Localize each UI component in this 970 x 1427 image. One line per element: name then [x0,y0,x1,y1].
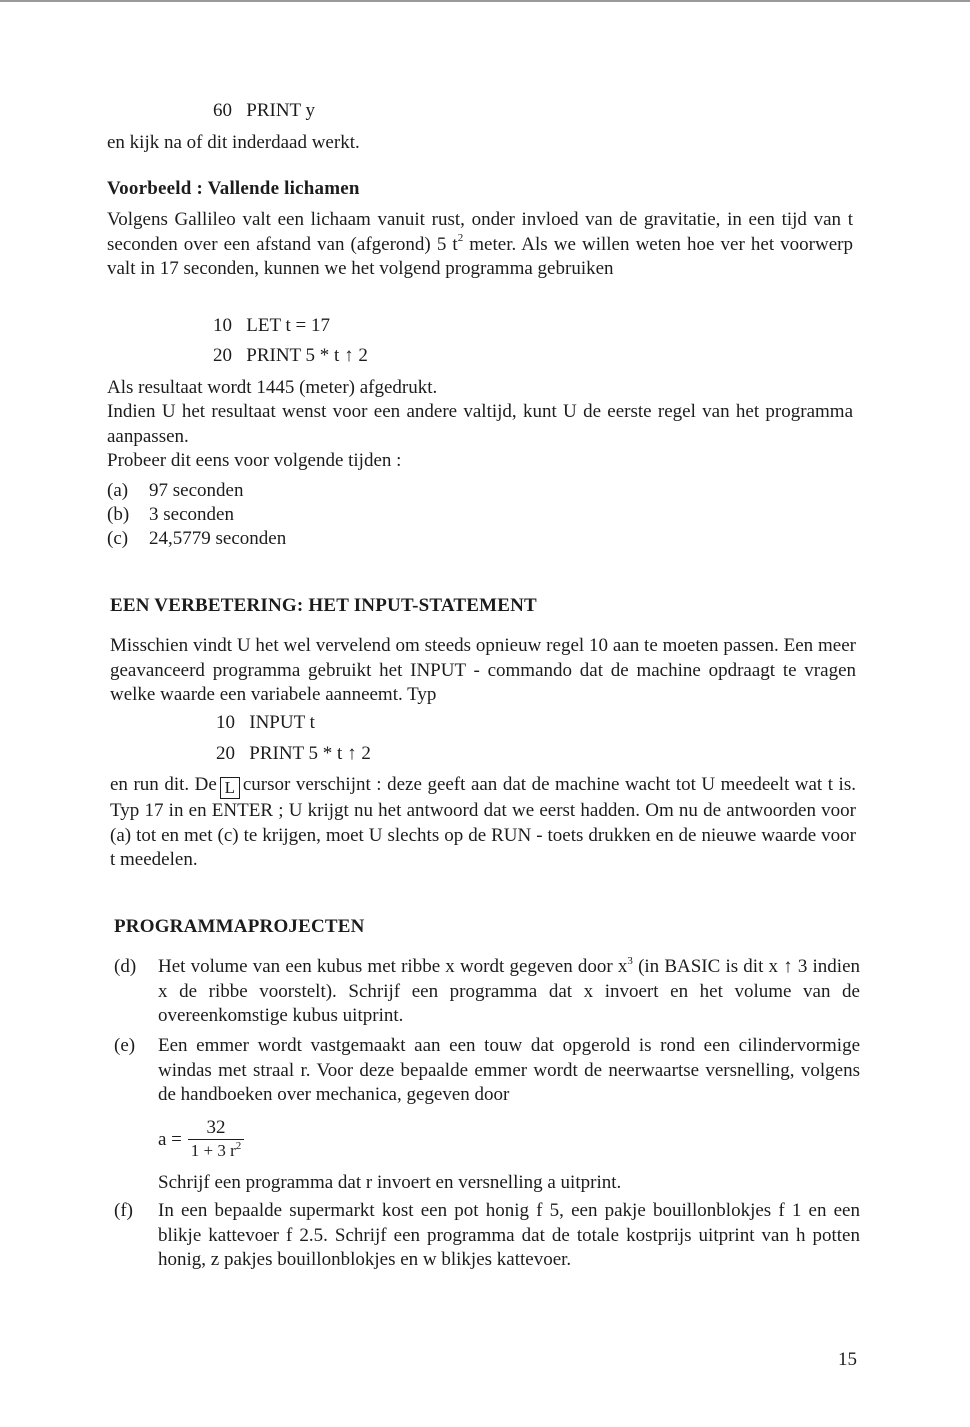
code-line-10 [213,315,330,337]
scan-top-edge [0,0,970,2]
input-paragraph-1: Misschien vindt U het wel vervelend om steeds opnieuw regel 10 aan te moeten passen. Een meer geavanceerd programma gebruikt het INPUT - commando dat de machine opdraagt te vragen welke waarde een variabele aanneemt. Typ [110,635,856,706]
formula-fraction [188,1118,244,1161]
list-label: (b) [107,504,130,525]
superscript: 2 [235,1139,242,1152]
text-segment: Het volume van een kubus met ribbe x wordt gegeven door x [158,956,628,977]
formula-denominator [188,1141,244,1161]
line-number: 10 [213,315,232,336]
intro-line: en kijk na of dit inderdaad werkt. [107,132,360,153]
line-number: 10 [216,712,235,733]
text-segment: Volgens Gallileo valt een lichaam vanuit rust, onder invloed van de gravitatie, in een tijd van t seconden over een afstand van (afgerond) 5 t [107,209,853,255]
project-label: (f) [114,1200,133,1221]
result-paragraph: Indien U het resultaat wenst voor een andere valtijd, kunt U de eerste regel van het programma aanpassen. [107,401,853,447]
projects-heading: PROGRAMMAPROJECTEN [114,916,365,937]
example-heading: Voorbeeld : Vallende lichamen [107,178,360,199]
project-label: (e) [114,1035,136,1056]
code-line-20 [216,743,371,765]
text-segment: en run dit. De [110,774,217,795]
project-e [114,1034,860,1108]
text-segment: 1 + 3 r [190,1141,236,1161]
code-text: PRINT y [246,100,316,121]
superscript: 3 [627,954,633,967]
input-section-heading: EEN VERBETERING: HET INPUT-STATEMENT [110,595,537,616]
code-text: PRINT 5 * t ↑ 2 [246,345,368,366]
project-e-after: Schrijf een programma dat r invoert en versnelling a uitprint. [158,1172,622,1193]
result-line: Als resultaat wordt 1445 (meter) afgedrukt. [107,377,438,398]
page-number: 15 [838,1349,857,1370]
line-number: 20 [213,345,232,366]
input-paragraph-2 [110,773,856,873]
list-text: 3 seconden [149,504,234,525]
project-label: (d) [114,956,137,977]
try-line: Probeer dit eens voor volgende tijden : [107,450,402,471]
formula-lhs: a = [158,1129,182,1150]
list-text: 97 seconden [149,480,244,501]
list-item [107,527,407,552]
project-d-text [158,955,860,1029]
project-f-text: In een bepaalde supermarkt kost een pot honig f 5, een pakje bouillonblokjes f 1 en een blikje kattevoer f 2.5. Schrijf een programma dat de totale kostprijs uitprint van h potten honig, z pakjes bouillonblokjes en w blikjes kattevoer. [158,1200,860,1271]
project-f [114,1199,860,1273]
list-item [107,479,407,504]
code-line-10 [216,712,315,734]
formula-numerator: 32 [206,1117,226,1138]
list-item [107,503,407,528]
text-segment: meter. Als we willen weten hoe ver het voorwerp valt in 17 seconden, kunnen we het volgend programma gebruiken [107,233,853,280]
code-line-20 [213,345,368,367]
text-segment: cursor verschijnt : deze geeft aan dat de machine wacht tot U meedeelt wat t is. Typ 17 in en ENTER ; U krijgt nu het antwoord dat we eerst hadden. Om nu de antwoorden voor (a) tot en met (c) te krijgen, moet U slechts op de RUN - toets drukken en de nieuwe waarde voor t meedelen. [110,774,856,871]
superscript: 2 [457,232,464,245]
l-cursor-box: L [220,777,240,799]
project-e-text: Een emmer wordt vastgemaakt aan een touw dat opgerold is rond een cilindervormige windas met straal r. Voor deze bepaalde emmer wordt de neerwaartse versnelling, volgens de handboeken over mechanica, gegeven door [158,1035,860,1106]
example-paragraph-1 [107,208,853,282]
list-label: (c) [107,528,129,549]
text-segment: (in BASIC is dit x ↑ 3 indien x de ribbe voorstelt). Schrijf een programma dat x invoert en het volume van de overeenkomstige kubus uitprint. [158,956,860,1027]
project-d [114,955,860,1029]
line-number: 60 [213,100,232,121]
list-text: 24,5779 seconden [149,528,287,549]
code-text: LET t = 17 [246,315,330,336]
code-line-60 [213,100,315,122]
code-text: PRINT 5 * t ↑ 2 [249,743,371,764]
line-number: 20 [216,743,235,764]
list-label: (a) [107,480,129,501]
code-text: INPUT t [249,712,315,733]
